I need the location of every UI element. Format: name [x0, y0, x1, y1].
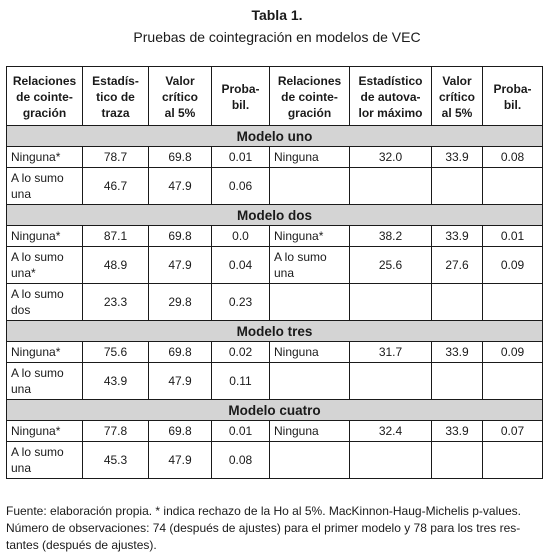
value-cell: 87.1 [83, 226, 149, 247]
value-cell [432, 442, 483, 479]
value-cell: 32.4 [350, 421, 432, 442]
column-header [483, 67, 543, 126]
value-cell: 69.8 [149, 421, 212, 442]
table-row [7, 147, 543, 168]
value-cell: 31.7 [350, 342, 432, 363]
value-cell: 43.9 [83, 363, 149, 400]
value-cell [350, 284, 432, 321]
value-cell: 0.23 [212, 284, 270, 321]
relation-label: Ninguna [274, 150, 319, 164]
relation-label: una* [11, 266, 36, 280]
value-cell: 0.09 [483, 247, 543, 284]
relation-label: Ninguna* [11, 150, 61, 164]
value-cell: 33.9 [432, 226, 483, 247]
column-header-line: lor máximo [358, 106, 423, 120]
value-cell: 48.9 [83, 247, 149, 284]
value-cell: 47.9 [149, 168, 212, 205]
value-cell [350, 442, 432, 479]
relation-label: A lo sumo [11, 445, 64, 459]
footnote-source: Fuente: elaboración propia. * indica rechazo de la Ho al 5%. MacKinnon-Haug-Michelis p-values. [6, 504, 521, 518]
section-title: Modelo dos [7, 205, 543, 226]
relation-label: Ninguna [274, 424, 319, 438]
column-header-line: Valor [165, 74, 195, 88]
relation-label: A lo sumo [274, 250, 327, 264]
value-cell: 0.08 [212, 442, 270, 479]
value-cell: 78.7 [83, 147, 149, 168]
column-header [149, 67, 212, 126]
value-cell [432, 363, 483, 400]
relation-cell [7, 247, 83, 284]
value-cell: 0.01 [483, 226, 543, 247]
column-header-line: de autova- [360, 90, 421, 104]
relation-cell [7, 342, 83, 363]
value-cell: 33.9 [432, 147, 483, 168]
relation-label: una [11, 187, 32, 201]
relation-cell [7, 147, 83, 168]
relation-cell [7, 442, 83, 479]
relation-label: Ninguna* [11, 424, 61, 438]
column-header-line: Relaciones [12, 74, 77, 88]
value-cell [483, 284, 543, 321]
table-title: Tabla 1. [251, 7, 303, 23]
table-row [7, 226, 543, 247]
value-cell: 25.6 [350, 247, 432, 284]
section-row [7, 205, 543, 226]
value-cell: 32.0 [350, 147, 432, 168]
value-cell: 29.8 [149, 284, 212, 321]
relation-cell [7, 226, 83, 247]
section-title: Modelo cuatro [7, 400, 543, 421]
table-row [7, 168, 543, 205]
value-cell [483, 442, 543, 479]
table-body [7, 126, 543, 479]
section-row [7, 321, 543, 342]
value-cell: 47.9 [149, 363, 212, 400]
footnote [6, 503, 546, 554]
relation-cell [7, 421, 83, 442]
value-cell [350, 363, 432, 400]
column-header-line: crítico [438, 90, 475, 104]
relation-label: A lo sumo [11, 366, 64, 380]
column-header [270, 67, 350, 126]
section-row [7, 126, 543, 147]
section-title: Modelo uno [7, 126, 543, 147]
relation-label: Ninguna* [11, 229, 61, 243]
relation-cell [270, 342, 350, 363]
column-header [432, 67, 483, 126]
value-cell: 46.7 [83, 168, 149, 205]
value-cell: 0.08 [483, 147, 543, 168]
section-row [7, 400, 543, 421]
table-header [7, 67, 543, 126]
table-row [7, 363, 543, 400]
value-cell [432, 284, 483, 321]
value-cell: 0.01 [212, 147, 270, 168]
value-cell [483, 363, 543, 400]
value-cell: 33.9 [432, 421, 483, 442]
column-header-line: al 5% [441, 106, 473, 120]
relation-label: A lo sumo [11, 287, 64, 301]
relation-label: A lo sumo [11, 171, 64, 185]
relation-label: dos [11, 303, 31, 317]
value-cell: 0.11 [212, 363, 270, 400]
value-cell: 47.9 [149, 247, 212, 284]
value-cell [350, 168, 432, 205]
value-cell: 69.8 [149, 342, 212, 363]
column-header-line: bil. [231, 98, 250, 112]
table-row [7, 442, 543, 479]
relation-cell [270, 247, 350, 284]
value-cell: 0.01 [212, 421, 270, 442]
column-header [350, 67, 432, 126]
relation-label: una [274, 266, 295, 280]
column-header-line: Proba- [493, 82, 532, 96]
column-header-line: de cointe- [281, 90, 338, 104]
column-header-line: crítico [161, 90, 198, 104]
relation-cell [7, 363, 83, 400]
column-header-line: Valor [442, 74, 472, 88]
relation-cell [270, 168, 350, 205]
value-cell: 75.6 [83, 342, 149, 363]
value-cell [483, 168, 543, 205]
value-cell: 0.04 [212, 247, 270, 284]
value-cell: 0.07 [483, 421, 543, 442]
table-row [7, 284, 543, 321]
header-row [7, 67, 543, 126]
relation-cell [270, 421, 350, 442]
value-cell: 0.06 [212, 168, 270, 205]
value-cell: 27.6 [432, 247, 483, 284]
column-header [7, 67, 83, 126]
value-cell: 77.8 [83, 421, 149, 442]
relation-label: A lo sumo [11, 250, 64, 264]
value-cell: 47.9 [149, 442, 212, 479]
column-header-line: al 5% [164, 106, 196, 120]
column-header-line: tico de [96, 90, 135, 104]
table-caption [0, 6, 554, 46]
column-header-line: gración [287, 106, 332, 120]
table-row [7, 421, 543, 442]
value-cell: 33.9 [432, 342, 483, 363]
table-row [7, 342, 543, 363]
column-header-line: de cointe- [16, 90, 73, 104]
value-cell: 0.02 [212, 342, 270, 363]
column-header-line: traza [101, 106, 130, 120]
value-cell: 69.8 [149, 147, 212, 168]
column-header-line: Estadís- [92, 74, 139, 88]
relation-cell [270, 147, 350, 168]
relation-label: Ninguna* [11, 345, 61, 359]
relation-cell [270, 442, 350, 479]
relation-cell [270, 284, 350, 321]
footnote-observations-cont: tantes (después de ajustes). [6, 538, 157, 552]
relation-cell [7, 284, 83, 321]
cointegration-table [6, 66, 543, 479]
footnote-observations: Número de observaciones: 74 (después de ajustes) para el primer modelo y 78 para los tres res- [6, 521, 521, 535]
value-cell: 69.8 [149, 226, 212, 247]
relation-label: una [11, 382, 32, 396]
value-cell: 45.3 [83, 442, 149, 479]
table-subtitle: Pruebas de cointegración en modelos de VEC [133, 29, 421, 45]
column-header-line: Proba- [221, 82, 260, 96]
relation-label: Ninguna* [274, 229, 324, 243]
relation-cell [270, 226, 350, 247]
column-header [212, 67, 270, 126]
relation-label: Ninguna [274, 345, 319, 359]
column-header-line: Relaciones [277, 74, 342, 88]
value-cell: 0.0 [212, 226, 270, 247]
column-header-line: bil. [503, 98, 522, 112]
value-cell: 38.2 [350, 226, 432, 247]
table-row [7, 247, 543, 284]
relation-cell [7, 168, 83, 205]
relation-cell [270, 363, 350, 400]
column-header-line: gración [22, 106, 67, 120]
value-cell [432, 168, 483, 205]
relation-label: una [11, 461, 32, 475]
section-title: Modelo tres [7, 321, 543, 342]
column-header [83, 67, 149, 126]
value-cell: 23.3 [83, 284, 149, 321]
column-header-line: Estadístico [358, 74, 423, 88]
value-cell: 0.09 [483, 342, 543, 363]
